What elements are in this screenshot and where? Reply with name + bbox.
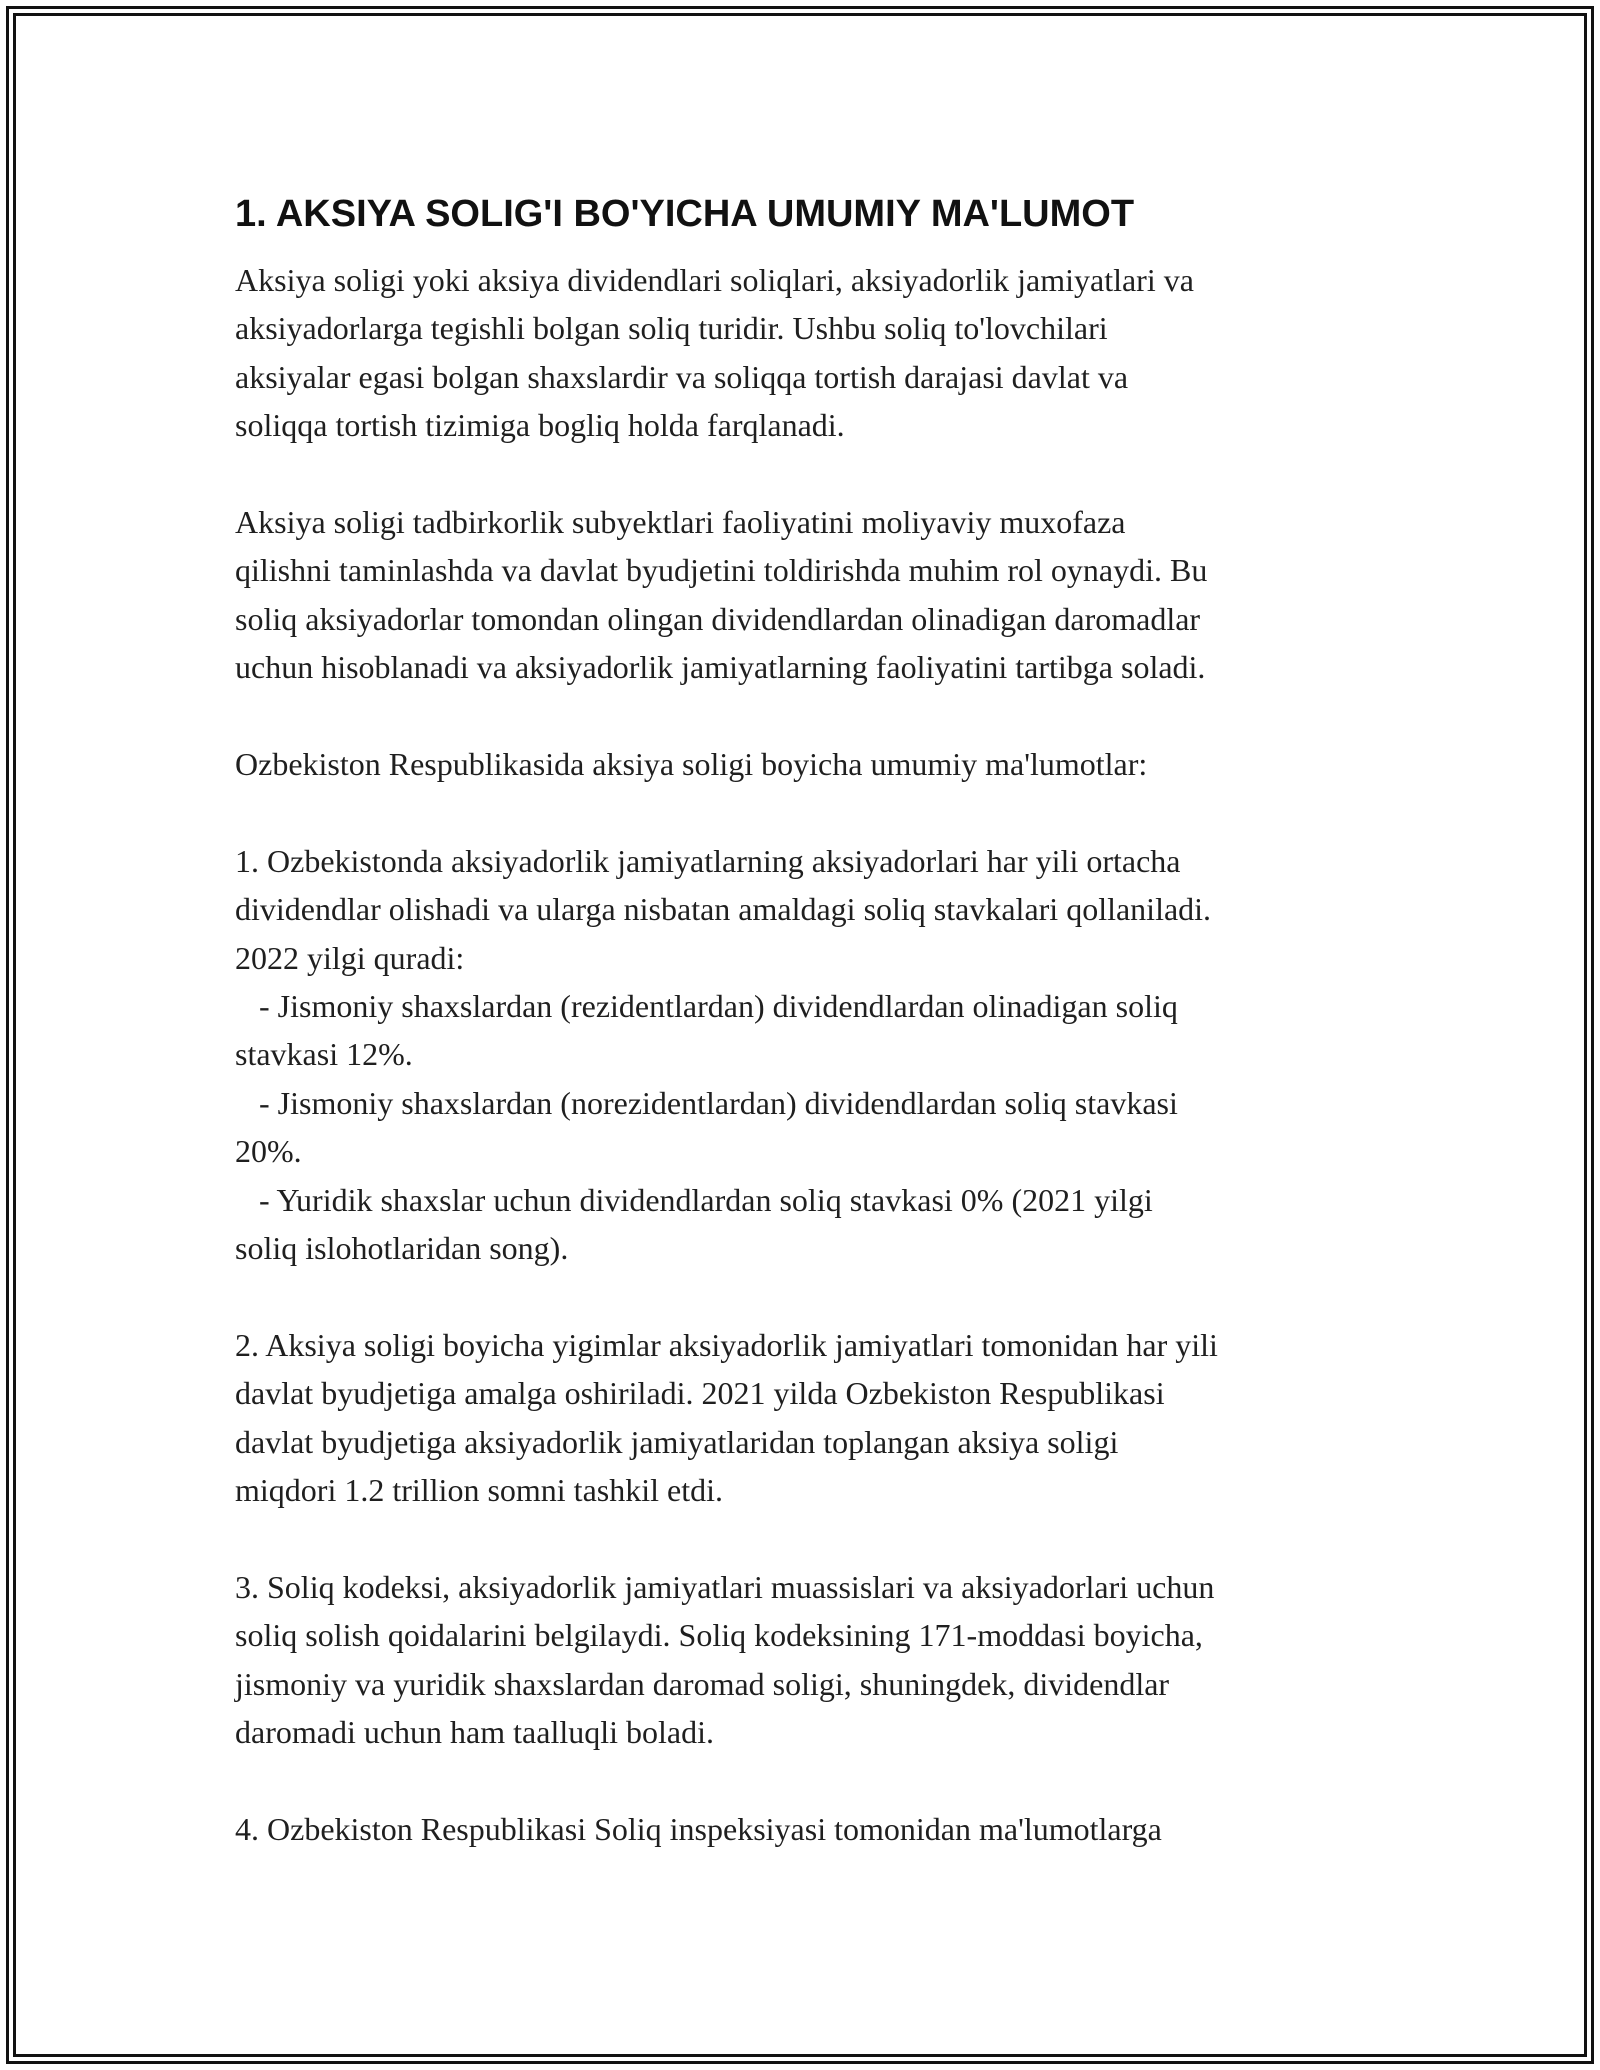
text-line: 4. Ozbekiston Respublikasi Soliq inspeksiyasi tomonidan ma'lumotlarga bbox=[235, 1810, 1162, 1847]
paragraph bbox=[235, 837, 1395, 1273]
text-line: 1. Ozbekistonda aksiyadorlik jamiyatlarning aksiyadorlari har yili ortacha bbox=[235, 842, 1181, 879]
text-line: - Jismoniy shaxslardan (norezidentlardan) dividendlardan soliq stavkasi bbox=[235, 1084, 1178, 1121]
text-line: davlat byudjetiga aksiyadorlik jamiyatlaridan toplangan aksiya soligi bbox=[235, 1423, 1119, 1460]
text-line: soliq aksiyadorlar tomondan olingan dividendlardan olinadigan daromadlar bbox=[235, 600, 1201, 637]
text-line: daromadi uchun ham taalluqli boladi. bbox=[235, 1714, 714, 1751]
paragraph bbox=[235, 740, 1395, 788]
text-line: Aksiya soligi tadbirkorlik subyektlari faoliyatini moliyaviy muxofaza bbox=[235, 504, 1126, 541]
text-line: aksiyadorlarga tegishli bolgan soliq turidir. Ushbu soliq to'lovchilari bbox=[235, 310, 1108, 347]
document-body bbox=[235, 256, 1395, 1853]
document-page bbox=[235, 188, 1395, 1902]
text-line: - Yuridik shaxslar uchun dividendlardan soliq stavkasi 0% (2021 yilgi bbox=[235, 1181, 1153, 1218]
text-line: jismoniy va yuridik shaxslardan daromad soligi, shuningdek, dividendlar bbox=[235, 1665, 1170, 1702]
text-line: - Jismoniy shaxslardan (rezidentlardan) dividendlardan olinadigan soliq bbox=[235, 988, 1178, 1025]
text-line: soliq solish qoidalarini belgilaydi. Soliq kodeksining 171-moddasi boyicha, bbox=[235, 1617, 1203, 1654]
paragraph bbox=[235, 1321, 1395, 1515]
text-line: stavkasi 12%. bbox=[235, 1036, 413, 1073]
text-line: soliq islohotlaridan song). bbox=[235, 1230, 569, 1267]
text-line: dividendlar olishadi va ularga nisbatan amaldagi soliq stavkalari qollaniladi. bbox=[235, 891, 1212, 928]
text-line: Aksiya soligi yoki aksiya dividendlari soliqlari, aksiyadorlik jamiyatlari va bbox=[235, 262, 1194, 298]
text-line: 2022 yilgi quradi: bbox=[235, 939, 465, 976]
text-line: soliqqa tortish tizimiga bogliq holda farqlanadi. bbox=[235, 407, 845, 444]
section-heading: 1. AKSIYA SOLIG'I BO'YICHA UMUMIY MA'LUMOT bbox=[235, 193, 1135, 235]
text-line: qilishni taminlashda va davlat byudjetini toldirishda muhim rol oynaydi. Bu bbox=[235, 552, 1208, 589]
text-line: 20%. bbox=[235, 1133, 302, 1170]
paragraph bbox=[235, 1805, 1395, 1853]
text-line: aksiyalar egasi bolgan shaxslardir va soliqqa tortish darajasi davlat va bbox=[235, 358, 1129, 395]
text-line: uchun hisoblanadi va aksiyadorlik jamiyatlarning faoliyatini tartibga soladi. bbox=[235, 649, 1206, 686]
text-line: davlat byudjetiga amalga oshiriladi. 2021 yilda Ozbekiston Respublikasi bbox=[235, 1375, 1165, 1412]
text-line: miqdori 1.2 trillion somni tashkil etdi. bbox=[235, 1472, 723, 1509]
paragraph bbox=[235, 498, 1395, 692]
paragraph bbox=[235, 1563, 1395, 1757]
text-line: 2. Aksiya soligi boyicha yigimlar aksiyadorlik jamiyatlari tomonidan har yili bbox=[235, 1326, 1218, 1363]
text-line: Ozbekiston Respublikasida aksiya soligi boyicha umumiy ma'lumotlar: bbox=[235, 746, 1148, 783]
paragraph bbox=[235, 256, 1395, 450]
text-line: 3. Soliq kodeksi, aksiyadorlik jamiyatlari muassislari va aksiyadorlari uchun bbox=[235, 1568, 1215, 1605]
